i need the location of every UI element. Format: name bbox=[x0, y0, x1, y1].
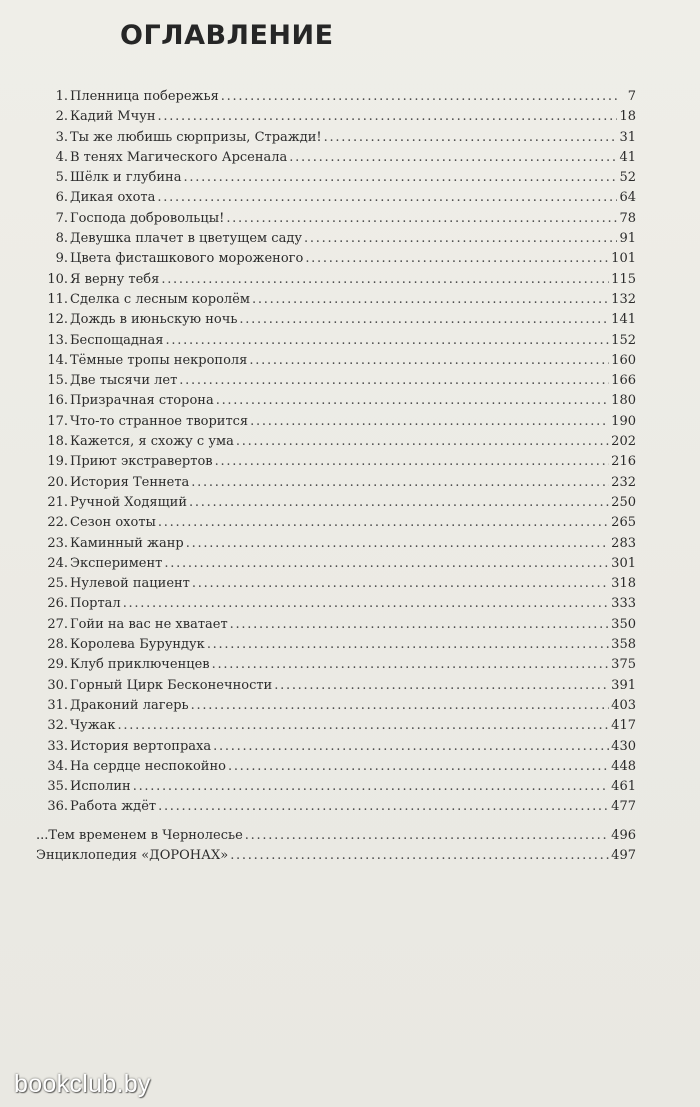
toc-entry bbox=[36, 168, 636, 188]
chapter-number: 26. bbox=[47, 596, 68, 612]
chapter-number: 16. bbox=[47, 393, 68, 409]
chapter-number: 27. bbox=[47, 616, 68, 632]
chapter-number: 31. bbox=[47, 697, 68, 713]
chapter-title: Драконий лагерь bbox=[70, 697, 189, 713]
chapter-title: Чужак bbox=[70, 718, 116, 734]
chapter-number: 2. bbox=[55, 109, 68, 125]
toc-entry bbox=[36, 493, 636, 513]
toc-entry bbox=[36, 716, 636, 736]
chapter-title: Сделка с лесным королём bbox=[70, 291, 250, 307]
toc-entry bbox=[36, 331, 636, 351]
dot-leader bbox=[183, 168, 617, 188]
chapter-title: Нулевой пациент bbox=[70, 576, 190, 592]
dot-leader bbox=[221, 87, 620, 107]
chapter-title: Цвета фисташкового мороженого bbox=[70, 251, 304, 267]
watermark-logo: bookclub.by bbox=[14, 1070, 151, 1098]
appendix-title: ...Тем временем в Чернолесье bbox=[36, 828, 243, 843]
page-number: 350 bbox=[611, 616, 636, 632]
toc-entry bbox=[36, 432, 636, 452]
dot-leader bbox=[289, 148, 617, 168]
dot-leader bbox=[164, 554, 609, 574]
dot-leader bbox=[123, 594, 609, 614]
chapter-number: 28. bbox=[47, 637, 68, 653]
page-number: 31 bbox=[619, 129, 636, 145]
toc-entry bbox=[36, 696, 636, 716]
chapter-number: 9. bbox=[55, 251, 68, 267]
chapter-title: Тёмные тропы некрополя bbox=[70, 352, 248, 368]
chapter-title: Я верну тебя bbox=[70, 271, 160, 287]
chapter-title: На сердце неспокойно bbox=[70, 758, 226, 774]
page-number: 477 bbox=[611, 799, 636, 815]
chapter-title: Призрачная сторона bbox=[70, 393, 214, 409]
toc-entry bbox=[36, 534, 636, 554]
chapter-title: Девушка плачет в цветущем саду bbox=[70, 231, 302, 247]
dot-leader bbox=[215, 452, 610, 472]
page-number: 391 bbox=[611, 677, 636, 693]
chapter-title: Беспощадная bbox=[70, 332, 164, 348]
toc-entry bbox=[36, 351, 636, 371]
chapter-title: Две тысячи лет bbox=[70, 373, 178, 389]
page-number: 7 bbox=[627, 89, 636, 104]
chapter-title: Дождь в июньскую ночь bbox=[70, 312, 238, 328]
page-number: 141 bbox=[611, 312, 636, 328]
toc-entry bbox=[36, 635, 636, 655]
page-number: 202 bbox=[611, 434, 636, 450]
dot-leader bbox=[158, 797, 609, 817]
chapter-number: 3. bbox=[55, 129, 68, 145]
chapter-title: Ты же любишь сюрпризы, Стражди! bbox=[70, 129, 322, 145]
page-number: 403 bbox=[611, 697, 636, 713]
chapter-number: 4. bbox=[55, 149, 68, 165]
chapter-title: Гойи на вас не хватает bbox=[70, 616, 228, 632]
chapter-number: 20. bbox=[47, 474, 68, 490]
dot-leader bbox=[158, 513, 609, 533]
chapter-number: 33. bbox=[47, 738, 68, 754]
chapter-number: 11. bbox=[47, 291, 68, 307]
chapter-number: 23. bbox=[47, 535, 68, 551]
chapter-title: Каминный жанр bbox=[70, 535, 184, 551]
toc-entry bbox=[36, 229, 636, 249]
dot-leader bbox=[157, 188, 617, 208]
dot-leader bbox=[216, 391, 609, 411]
chapter-number: 36. bbox=[47, 799, 68, 815]
dot-leader bbox=[252, 290, 609, 310]
chapter-title: Что-то странное творится bbox=[70, 413, 249, 429]
toc-entry bbox=[36, 513, 636, 533]
chapter-number: 1. bbox=[55, 89, 68, 104]
toc-entry bbox=[36, 554, 636, 574]
chapter-number: 30. bbox=[47, 677, 68, 693]
toc-entry bbox=[36, 128, 636, 148]
chapter-number: 21. bbox=[47, 494, 68, 510]
chapter-title: Шёлк и глубина bbox=[70, 170, 182, 186]
chapter-number: 6. bbox=[55, 190, 68, 206]
toc-entry bbox=[36, 209, 636, 229]
dot-leader bbox=[179, 371, 609, 391]
dot-leader bbox=[245, 826, 609, 846]
chapter-title: Королева Бурундук bbox=[70, 637, 205, 653]
toc-entry bbox=[36, 188, 636, 208]
chapter-number: 5. bbox=[55, 170, 68, 186]
chapter-title: Сезон охоты bbox=[70, 515, 156, 531]
dot-leader bbox=[324, 128, 618, 148]
page-number: 283 bbox=[611, 535, 636, 551]
chapter-title: Дикая охота bbox=[70, 190, 156, 206]
page-number: 461 bbox=[611, 779, 636, 795]
toc-entry bbox=[36, 473, 636, 493]
toc-entry bbox=[36, 574, 636, 594]
toc-appendix-entry bbox=[36, 826, 636, 846]
page-number: 91 bbox=[619, 231, 636, 247]
page-number: 190 bbox=[611, 413, 636, 429]
dot-leader bbox=[305, 249, 609, 269]
page-number: 216 bbox=[611, 454, 636, 470]
dot-leader bbox=[207, 635, 609, 655]
page-number: 430 bbox=[611, 738, 636, 754]
chapter-number: 19. bbox=[47, 454, 68, 470]
toc-entry bbox=[36, 777, 636, 797]
chapter-title: Кадий Мчун bbox=[70, 109, 156, 125]
chapter-number: 12. bbox=[47, 312, 68, 328]
chapter-number: 22. bbox=[47, 515, 68, 531]
toc-entry bbox=[36, 797, 636, 817]
toc-entry bbox=[36, 290, 636, 310]
dot-leader bbox=[230, 846, 609, 866]
page-number: 375 bbox=[611, 657, 636, 673]
toc-entry bbox=[36, 655, 636, 675]
page-number: 78 bbox=[619, 210, 636, 226]
dot-leader bbox=[191, 696, 610, 716]
chapter-title: Клуб приключенцев bbox=[70, 657, 210, 673]
chapter-number: 25. bbox=[47, 576, 68, 592]
page-number: 52 bbox=[619, 170, 636, 186]
chapter-title: Работа ждёт bbox=[70, 799, 157, 815]
chapter-title: История вертопраха bbox=[70, 738, 212, 754]
page-number: 301 bbox=[611, 555, 636, 571]
dot-leader bbox=[133, 777, 609, 797]
dot-leader bbox=[226, 209, 617, 229]
chapter-number: 29. bbox=[47, 657, 68, 673]
dot-leader bbox=[228, 757, 609, 777]
chapter-number: 15. bbox=[47, 373, 68, 389]
page-number: 180 bbox=[611, 393, 636, 409]
toc-entry bbox=[36, 737, 636, 757]
chapter-number: 35. bbox=[47, 779, 68, 795]
page-number: 250 bbox=[611, 494, 636, 510]
page-number: 101 bbox=[611, 251, 636, 267]
chapter-title: Приют экстравертов bbox=[70, 454, 213, 470]
chapter-title: Исполин bbox=[70, 779, 131, 795]
page-number: 333 bbox=[611, 596, 636, 612]
toc-entry bbox=[36, 412, 636, 432]
page-number: 448 bbox=[611, 758, 636, 774]
dot-leader bbox=[158, 107, 618, 127]
toc-entry bbox=[36, 391, 636, 411]
dot-leader bbox=[274, 676, 609, 696]
dot-leader bbox=[186, 534, 609, 554]
chapter-title: Эксперимент bbox=[70, 555, 163, 571]
chapter-number: 32. bbox=[47, 718, 68, 734]
dot-leader bbox=[165, 331, 609, 351]
toc-entry bbox=[36, 87, 636, 107]
dot-leader bbox=[239, 310, 609, 330]
page-title: ОГЛАВЛЕНИЕ bbox=[120, 20, 334, 51]
dot-leader bbox=[236, 432, 609, 452]
page-number: 41 bbox=[619, 149, 636, 165]
chapter-number: 18. bbox=[47, 434, 68, 450]
toc-entry bbox=[36, 310, 636, 330]
chapter-number: 7. bbox=[55, 210, 68, 226]
toc-entry bbox=[36, 249, 636, 269]
chapter-title: Господа добровольцы! bbox=[70, 210, 225, 226]
chapter-title: Горный Цирк Бесконечности bbox=[70, 677, 273, 693]
page-number: 417 bbox=[611, 718, 636, 734]
dot-leader bbox=[192, 574, 609, 594]
page-number: 358 bbox=[611, 637, 636, 653]
chapter-number: 14. bbox=[47, 352, 68, 368]
toc-entry bbox=[36, 676, 636, 696]
toc-entry bbox=[36, 757, 636, 777]
page-number: 115 bbox=[611, 271, 636, 287]
toc-entry bbox=[36, 452, 636, 472]
page-number: 265 bbox=[611, 515, 636, 531]
chapter-number: 13. bbox=[47, 332, 68, 348]
dot-leader bbox=[250, 412, 609, 432]
appendix-list bbox=[36, 826, 636, 867]
chapter-title: Пленница побережья bbox=[70, 89, 219, 104]
chapter-number: 8. bbox=[55, 231, 68, 247]
chapter-number: 17. bbox=[47, 413, 68, 429]
dot-leader bbox=[189, 493, 609, 513]
appendix-title: Энциклопедия «ДОРОНАХ» bbox=[36, 848, 229, 864]
toc-entry bbox=[36, 371, 636, 391]
toc-appendix-entry bbox=[36, 846, 636, 866]
page-number: 160 bbox=[611, 352, 636, 368]
page-number: 132 bbox=[611, 291, 636, 307]
toc-entry bbox=[36, 148, 636, 168]
page-number: 318 bbox=[611, 576, 636, 592]
toc-entry bbox=[36, 594, 636, 614]
chapter-title: В тенях Магического Арсенала bbox=[70, 149, 288, 165]
page-number: 64 bbox=[619, 190, 636, 206]
dot-leader bbox=[304, 229, 617, 249]
chapter-list bbox=[36, 87, 636, 818]
page-number: 497 bbox=[611, 848, 636, 864]
toc-entry bbox=[36, 270, 636, 290]
dot-leader bbox=[118, 716, 610, 736]
chapter-title: История Теннета bbox=[70, 474, 190, 490]
chapter-number: 24. bbox=[47, 555, 68, 571]
dot-leader bbox=[213, 737, 609, 757]
page-number: 152 bbox=[611, 332, 636, 348]
page-number: 18 bbox=[619, 109, 636, 125]
chapter-number: 34. bbox=[47, 758, 68, 774]
toc-entry bbox=[36, 615, 636, 635]
dot-leader bbox=[191, 473, 609, 493]
chapter-title: Кажется, я схожу с ума bbox=[70, 434, 234, 450]
page-number: 166 bbox=[611, 373, 636, 389]
page-number: 232 bbox=[611, 474, 636, 490]
dot-leader bbox=[230, 615, 610, 635]
toc-entry bbox=[36, 107, 636, 127]
chapter-number: 10. bbox=[47, 271, 68, 287]
page-number: 496 bbox=[611, 828, 636, 843]
dot-leader bbox=[249, 351, 609, 371]
chapter-title: Портал bbox=[70, 596, 121, 612]
dot-leader bbox=[161, 270, 609, 290]
chapter-title: Ручной Ходящий bbox=[70, 494, 187, 510]
dot-leader bbox=[212, 655, 610, 675]
